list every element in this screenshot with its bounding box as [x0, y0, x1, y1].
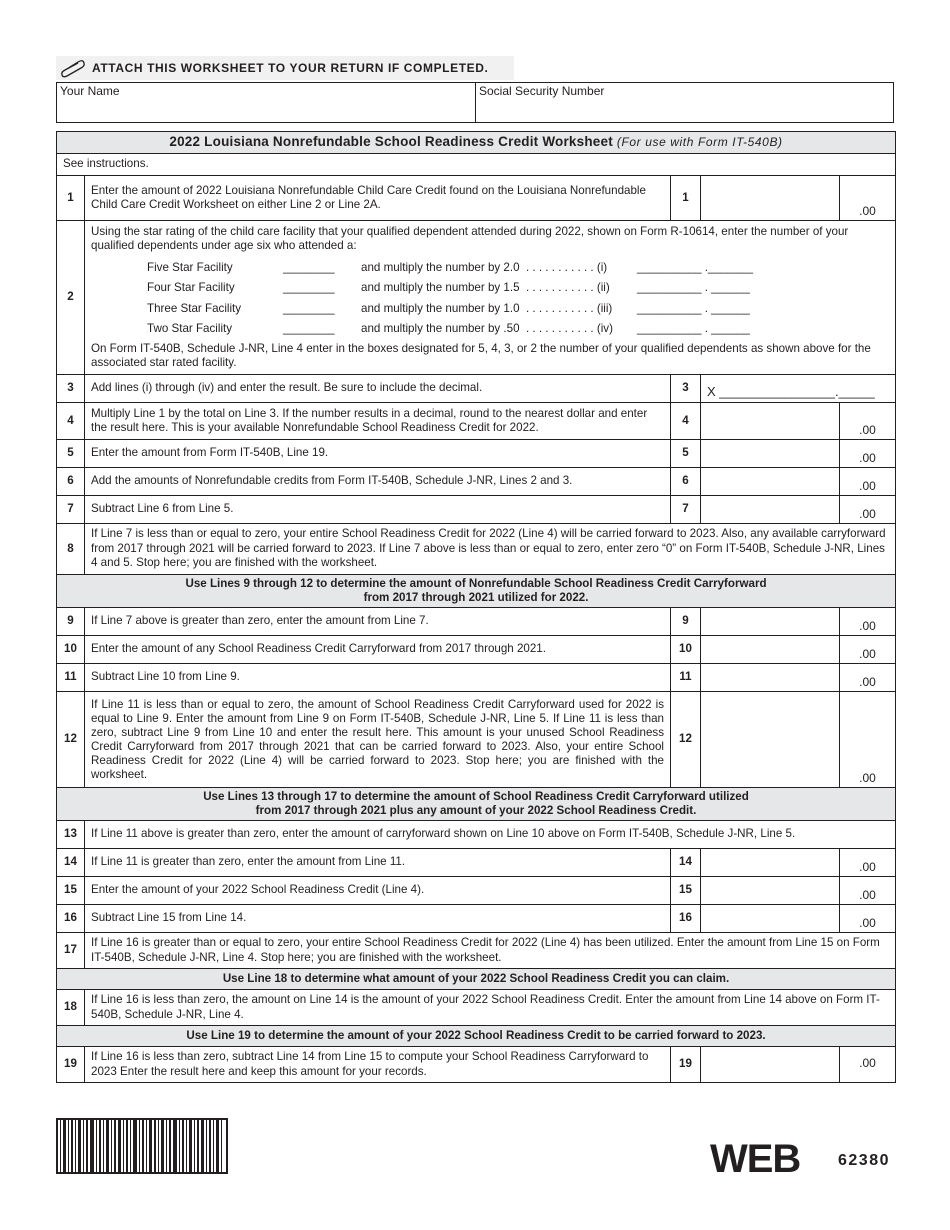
star-row-two	[91, 319, 889, 340]
cents-label: .00	[840, 440, 896, 468]
line-2-description	[85, 221, 896, 375]
worksheet-title-text: 2022 Louisiana Nonrefundable School Readiness Credit Worksheet	[169, 134, 613, 150]
line-number: 14	[57, 849, 85, 877]
dependents-count-field[interactable]: ________	[283, 260, 335, 274]
line-number: 13	[57, 821, 85, 849]
line-2-intro: Using the star rating of the child care facility that your qualified dependent attended during 2022, shown on Form R-10614, enter the number of your qualified dependents under age six who attended a:	[91, 224, 849, 252]
worksheet-title-row	[57, 132, 896, 154]
line-13-description: If Line 11 above is greater than zero, enter the amount of carryforward shown on Line 10 above on Form IT-540B, Schedule J-NR, Line 5.	[85, 821, 896, 849]
section-b-header	[57, 788, 896, 821]
cents-label: .00	[840, 664, 896, 692]
star-row-five	[91, 258, 889, 279]
result-field[interactable]: __________ . ______	[637, 322, 750, 335]
line-15-description: Enter the amount of your 2022 School Readiness Credit (Line 4).	[85, 877, 671, 905]
section-a-heading	[57, 575, 896, 608]
line-16-amount[interactable]	[701, 905, 840, 933]
line-14-amount[interactable]	[701, 849, 840, 877]
line-label: 9	[671, 608, 701, 636]
line-label: 5	[671, 440, 701, 468]
line-number: 4	[57, 403, 85, 440]
line-number: 1	[57, 176, 85, 221]
line-number: 5	[57, 440, 85, 468]
line-19-description: If Line 16 is less than zero, subtract Line 14 from Line 15 to compute your School Readiness Carryforward to 2023 Enter the result here and keep this amount for your records.	[85, 1047, 671, 1083]
line-7-row	[57, 496, 896, 524]
line-9-amount[interactable]	[701, 608, 840, 636]
facility-label: Four Star Facility	[147, 281, 235, 294]
line-1-row	[57, 176, 896, 221]
barcode-image	[56, 1118, 228, 1174]
your-name-label: Your Name	[60, 84, 120, 98]
cents-label: .00	[840, 496, 896, 524]
line-3-entry[interactable]: X ________________._____	[701, 375, 896, 403]
line-label: 16	[671, 905, 701, 933]
line-4-row	[57, 403, 896, 440]
section-a-header	[57, 575, 896, 608]
line-number: 11	[57, 664, 85, 692]
ssn-label: Social Security Number	[479, 84, 605, 98]
section-d-heading: Use Line 19 to determine the amount of your 2022 School Readiness Credit to be carried forward to 2023.	[57, 1026, 896, 1047]
line-label: 11	[671, 664, 701, 692]
line-number: 9	[57, 608, 85, 636]
line-12-amount[interactable]	[701, 692, 840, 788]
line-19-amount[interactable]	[701, 1047, 840, 1083]
attach-notice-text: ATTACH THIS WORKSHEET TO YOUR RETURN IF COMPLETED.	[92, 61, 489, 75]
section-a-line-2: from 2017 through 2021 utilized for 2022.	[363, 591, 589, 604]
line-14-description: If Line 11 is greater than zero, enter the amount from Line 11.	[85, 849, 671, 877]
line-number: 3	[57, 375, 85, 403]
line-12-description: If Line 11 is less than or equal to zero, the amount of School Readiness Credit Carryforward used for 2022 is equal to Line 9. Enter the amount from Line 9 on Form IT-540B, Schedule J-NR, Line 5. If Line 11 is less than zero, subtract Line 9 from Line 10 and enter the result here. This amount is your unused School Readiness Credit Carryforward from 2017 through 2021 that can be carried forward to 2023. Also, your entire School Readiness Credit for 2022 (Line 4) will be carried forward to 2023. Stop here; you are finished with the worksheet.	[85, 692, 671, 788]
line-number: 8	[57, 524, 85, 575]
line-15-amount[interactable]	[701, 877, 840, 905]
line-19-row	[57, 1047, 896, 1083]
line-11-row	[57, 664, 896, 692]
line-3-row	[57, 375, 896, 403]
cents-label: .00	[840, 692, 896, 788]
multiply-text: and multiply the number by 1.5 . . . . . . . . . . . (ii)	[361, 281, 610, 294]
line-number: 19	[57, 1047, 85, 1083]
line-4-amount[interactable]	[701, 403, 840, 440]
line-label: 10	[671, 636, 701, 664]
line-5-amount[interactable]	[701, 440, 840, 468]
line-8-row	[57, 524, 896, 575]
line-5-row	[57, 440, 896, 468]
paperclip-icon	[58, 58, 86, 78]
line-label: 4	[671, 403, 701, 440]
web-label: WEB	[710, 1137, 801, 1181]
line-label: 3	[671, 375, 701, 403]
result-field[interactable]: __________ ._______	[637, 260, 754, 274]
line-17-row	[57, 933, 896, 969]
line-8-description: If Line 7 is less than or equal to zero, your entire School Readiness Credit for 2022 (Line 4) will be carried forward to 2023. Also, any available carryforward from 2017 through 2021 will be carried forward to 2023. If Line 7 above is less than or equal to zero, enter zero “0” on Form IT-540B, Schedule J-NR, Lines 4 and 5. Stop here; you are finished with the worksheet.	[85, 524, 896, 575]
section-b-heading	[57, 788, 896, 821]
line-number: 2	[57, 221, 85, 375]
cents-label: .00	[840, 608, 896, 636]
line-18-row	[57, 990, 896, 1026]
line-15-row	[57, 877, 896, 905]
line-2-row	[57, 221, 896, 375]
cents-label: .00	[840, 877, 896, 905]
result-field[interactable]: __________ . ______	[637, 301, 750, 315]
line-13-row	[57, 821, 896, 849]
line-label: 14	[671, 849, 701, 877]
line-number: 16	[57, 905, 85, 933]
line-label: 12	[671, 692, 701, 788]
line-label: 6	[671, 468, 701, 496]
dependents-count-field[interactable]: ________	[283, 301, 335, 315]
line-12-row	[57, 692, 896, 788]
line-10-row	[57, 636, 896, 664]
line-18-description: If Line 16 is less than zero, the amount on Line 14 is the amount of your 2022 School Readiness Credit. Enter the amount from Line 14 above on Form IT-540B, Schedule J-NR, Line 4.	[85, 990, 896, 1026]
taxpayer-info	[56, 82, 894, 123]
cents-label: .00	[840, 849, 896, 877]
section-d-header	[57, 1026, 896, 1047]
line-1-amount[interactable]	[701, 176, 840, 221]
section-b-line-1: Use Lines 13 through 17 to determine the amount of School Readiness Credit Carryforward utilized	[203, 789, 749, 803]
line-number: 7	[57, 496, 85, 524]
dependents-count-field[interactable]: ________	[283, 281, 335, 294]
line-5-description: Enter the amount from Form IT-540B, Line 19.	[85, 440, 671, 468]
line-17-description: If Line 16 is greater than or equal to zero, your entire School Readiness Credit for 2022 (Line 4) has been utilized. Enter the amount from Line 15 on Form IT-540B, Schedule J-NR, Line 4. Stop here; you are finished with the worksheet.	[85, 933, 896, 969]
line-4-description: Multiply Line 1 by the total on Line 3. If the number results in a decimal, round to the nearest dollar and enter the result here. This is your available Nonrefundable School Readiness Credit for 2022.	[85, 403, 671, 440]
multiply-text: and multiply the number by .50 . . . . . . . . . . . (iv)	[361, 322, 613, 335]
section-c-heading: Use Line 18 to determine what amount of your 2022 School Readiness Credit you can claim.	[57, 969, 896, 990]
result-field[interactable]: __________ . ______	[637, 281, 750, 294]
facility-label: Five Star Facility	[147, 260, 233, 274]
line-1-description: Enter the amount of 2022 Louisiana Nonrefundable Child Care Credit found on the Louisiana Nonrefundable Child Care Credit Worksheet on either Line 2 or Line 2A.	[85, 176, 671, 221]
your-name-field[interactable]	[57, 83, 476, 122]
cents-label: .00	[840, 176, 896, 221]
attach-notice	[56, 56, 514, 80]
line-14-row	[57, 849, 896, 877]
line-2-outro: On Form IT-540B, Schedule J-NR, Line 4 enter in the boxes designated for 5, 4, 3, or 2 the number of your qualified dependents as shown above for the associated star rated facility.	[91, 341, 871, 369]
line-10-description: Enter the amount of any School Readiness Credit Carryforward from 2017 through 2021.	[85, 636, 671, 664]
line-11-description: Subtract Line 10 from Line 9.	[85, 664, 671, 692]
cents-label: .00	[840, 905, 896, 933]
line-number: 15	[57, 877, 85, 905]
line-label: 15	[671, 877, 701, 905]
section-a-line-1: Use Lines 9 through 12 to determine the amount of Nonrefundable School Readiness Credit Carryforward	[185, 576, 767, 590]
worksheet-title-note: (For use with Form IT-540B)	[616, 135, 783, 150]
line-number: 18	[57, 990, 85, 1026]
multiply-text: and multiply the number by 2.0 . . . . . . . . . . . (i)	[361, 260, 608, 274]
line-10-amount[interactable]	[701, 636, 840, 664]
line-16-row	[57, 905, 896, 933]
line-label: 7	[671, 496, 701, 524]
line-number: 17	[57, 933, 85, 969]
line-number: 12	[57, 692, 85, 788]
facility-label: Three Star Facility	[147, 301, 242, 315]
section-b-line-2: from 2017 through 2021 plus any amount of your 2022 School Readiness Credit.	[255, 804, 697, 817]
line-6-description: Add the amounts of Nonrefundable credits from Form IT-540B, Schedule J-NR, Lines 2 and 3.	[85, 468, 671, 496]
cents-label: .00	[840, 403, 896, 440]
see-instructions-row	[57, 154, 896, 176]
cents-label: .00	[840, 636, 896, 664]
section-c-header	[57, 969, 896, 990]
see-instructions: See instructions.	[57, 154, 896, 176]
ssn-field[interactable]	[476, 83, 607, 122]
star-row-four	[91, 278, 889, 299]
line-16-description: Subtract Line 15 from Line 14.	[85, 905, 671, 933]
worksheet-title	[57, 132, 896, 154]
worksheet-table	[56, 131, 896, 1083]
line-number: 10	[57, 636, 85, 664]
line-7-amount[interactable]	[701, 496, 840, 524]
line-3-description: Add lines (i) through (iv) and enter the result. Be sure to include the decimal.	[85, 375, 671, 403]
line-11-amount[interactable]	[701, 664, 840, 692]
line-label: 1	[671, 176, 701, 221]
cents-label: .00	[840, 468, 896, 496]
line-9-description: If Line 7 above is greater than zero, enter the amount from Line 7.	[85, 608, 671, 636]
line-6-amount[interactable]	[701, 468, 840, 496]
line-number: 6	[57, 468, 85, 496]
line-label: 19	[671, 1047, 701, 1083]
star-row-three	[91, 299, 889, 320]
facility-label: Two Star Facility	[147, 322, 233, 335]
line-6-row	[57, 468, 896, 496]
cents-label: .00	[840, 1047, 896, 1083]
multiply-text: and multiply the number by 1.0 . . . . . . . . . . . (iii)	[361, 301, 613, 315]
line-9-row	[57, 608, 896, 636]
form-code: 62380	[838, 1152, 890, 1169]
line-7-description: Subtract Line 6 from Line 5.	[85, 496, 671, 524]
dependents-count-field[interactable]: ________	[283, 322, 335, 335]
